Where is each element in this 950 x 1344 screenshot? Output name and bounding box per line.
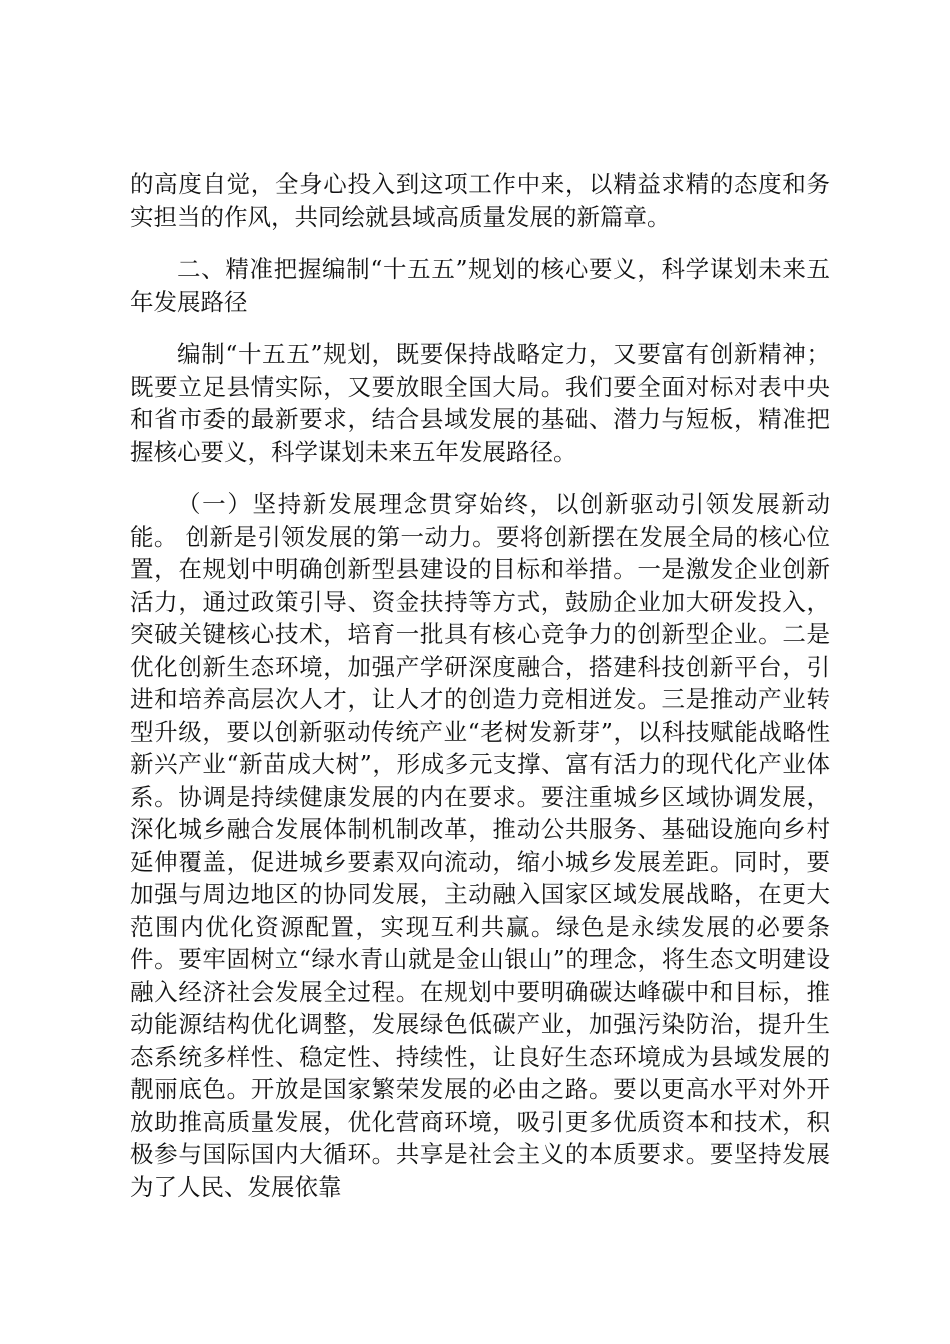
- paragraph-continuation: 的高度自觉，全身心投入到这项工作中来，以精益求精的态度和务实担当的作风，共同绘就县域高质量发展的新篇章。: [130, 170, 830, 231]
- document-body: [130, 168, 830, 1203]
- paragraph-subsection-one: （一）坚持新发展理念贯穿始终，以创新驱动引领发展新动能。 创新是引领发展的第一动力。要将创新摆在发展全局的核心位置，在规划中明确创新型县建设的目标和举措。一是激发企业创新活力，通过政策引导、资金扶持等方式，鼓励企业加大研发投入，突破关键核心技术，培育一批具有核心竞争力的创新型企业。二是优化创新生态环境，加强产学研深度融合，搭建科技创新平台，引进和培养高层次人才，让人才的创造力竞相迸发。三是推动产业转型升级，要以创新驱动传统产业“老树发新芽”，以科技赋能战略性新兴产业“新苗成大树”，形成多元支撑、富有活力的现代化产业体系。协调是持续健康发展的内在要求。要注重城乡区域协调发展，深化城乡融合发展体制机制改革，推动公共服务、基础设施向乡村延伸覆盖，促进城乡要素双向流动，缩小城乡发展差距。同时，要加强与周边地区的协同发展，主动融入国家区域发展战略，在更大范围内优化资源配置，实现互利共赢。绿色是永续发展的必要条件。要牢固树立“绿水青山就是金山银山”的理念，将生态文明建设融入经济社会发展全过程。在规划中要明确碳达峰碳中和目标，推动能源结构优化调整，发展绿色低碳产业，加强污染防治，提升生态系统多样性、稳定性、持续性，让良好生态环境成为县域发展的靓丽底色。开放是国家繁荣发展的必由之路。要以更高水平对外开放助推高质量发展，优化营商环境，吸引更多优质资本和技术，积极参与国际国内大循环。共享是社会主义的本质要求。要坚持发展为了人民、发展依靠: [130, 490, 830, 1201]
- paragraph-intro: 编制“十五五”规划，既要保持战略定力，又要富有创新精神；既要立足县情实际，又要放眼全国大局。我们要全面对标对表中央和省市委的最新要求，结合县域发展的基础、潜力与短板，精准把握核心要义，科学谋划未来五年发展路径。: [130, 340, 830, 466]
- section-heading: 二、精准把握编制“十五五”规划的核心要义，科学谋划未来五年发展路径: [130, 255, 830, 316]
